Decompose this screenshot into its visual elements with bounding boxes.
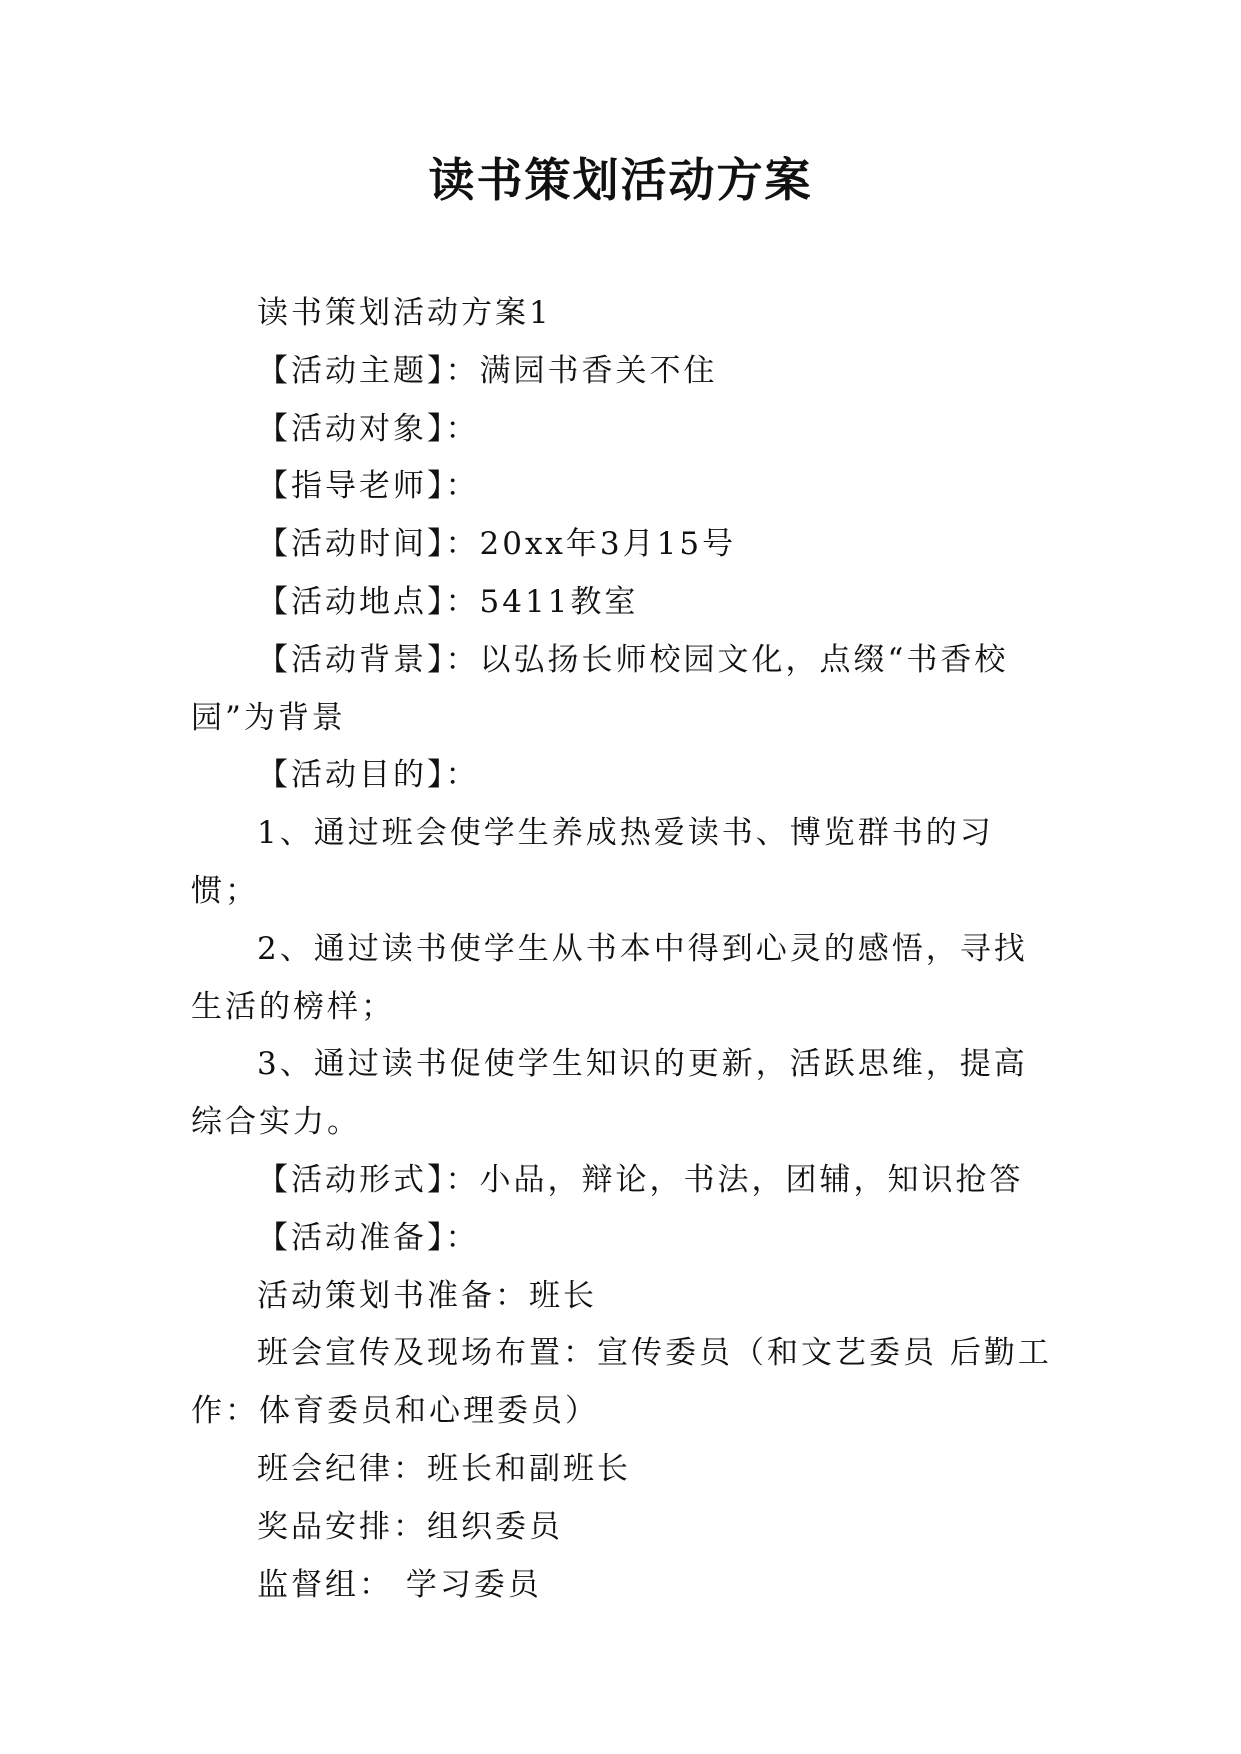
paragraph-activity-location: 【活动地点】：5411教室 xyxy=(257,583,639,620)
paragraph-publicity: 班会宣传及现场布置：宣传委员（和文艺委员 后勤工作：体育委员和心理委员） xyxy=(191,1335,1052,1430)
document-body xyxy=(191,285,1053,1614)
document-title: 读书策划活动方案 xyxy=(428,153,813,207)
paragraph-prizes: 奖品安排：组织委员 xyxy=(257,1508,563,1545)
paragraph-supervision: 监督组： 学习委员 xyxy=(257,1566,542,1603)
paragraph-activity-preparation: 【活动准备】： xyxy=(257,1219,480,1256)
paragraph-plan-heading: 读书策划活动方案1 xyxy=(257,295,552,331)
paragraph-activity-background: 【活动背景】：以弘扬长师校园文化，点缀“书香校园”为背景 xyxy=(191,641,1009,736)
paragraph-activity-format: 【活动形式】：小品，辩论，书法，团辅，知识抢答 xyxy=(257,1161,1024,1198)
paragraph-instructor: 【指导老师】： xyxy=(257,468,480,505)
paragraph-plan-prep: 活动策划书准备：班长 xyxy=(257,1277,597,1314)
paragraph-activity-purpose: 【活动目的】： xyxy=(257,757,480,794)
paragraph-activity-target: 【活动对象】： xyxy=(257,410,480,447)
paragraph-purpose-1: 1、通过班会使学生养成热爱读书、博览群书的习惯； xyxy=(191,815,994,909)
paragraph-activity-theme: 【活动主题】：满园书香关不住 xyxy=(257,352,718,389)
paragraph-purpose-2: 2、通过读书使学生从书本中得到心灵的感悟，寻找生活的榜样； xyxy=(191,930,1028,1025)
paragraph-discipline: 班会纪律：班长和副班长 xyxy=(257,1450,631,1487)
paragraph-purpose-3: 3、通过读书促使学生知识的更新，活跃思维，提高综合实力。 xyxy=(191,1046,1028,1141)
paragraph-activity-time: 【活动时间】：20xx年3月15号 xyxy=(257,526,737,563)
